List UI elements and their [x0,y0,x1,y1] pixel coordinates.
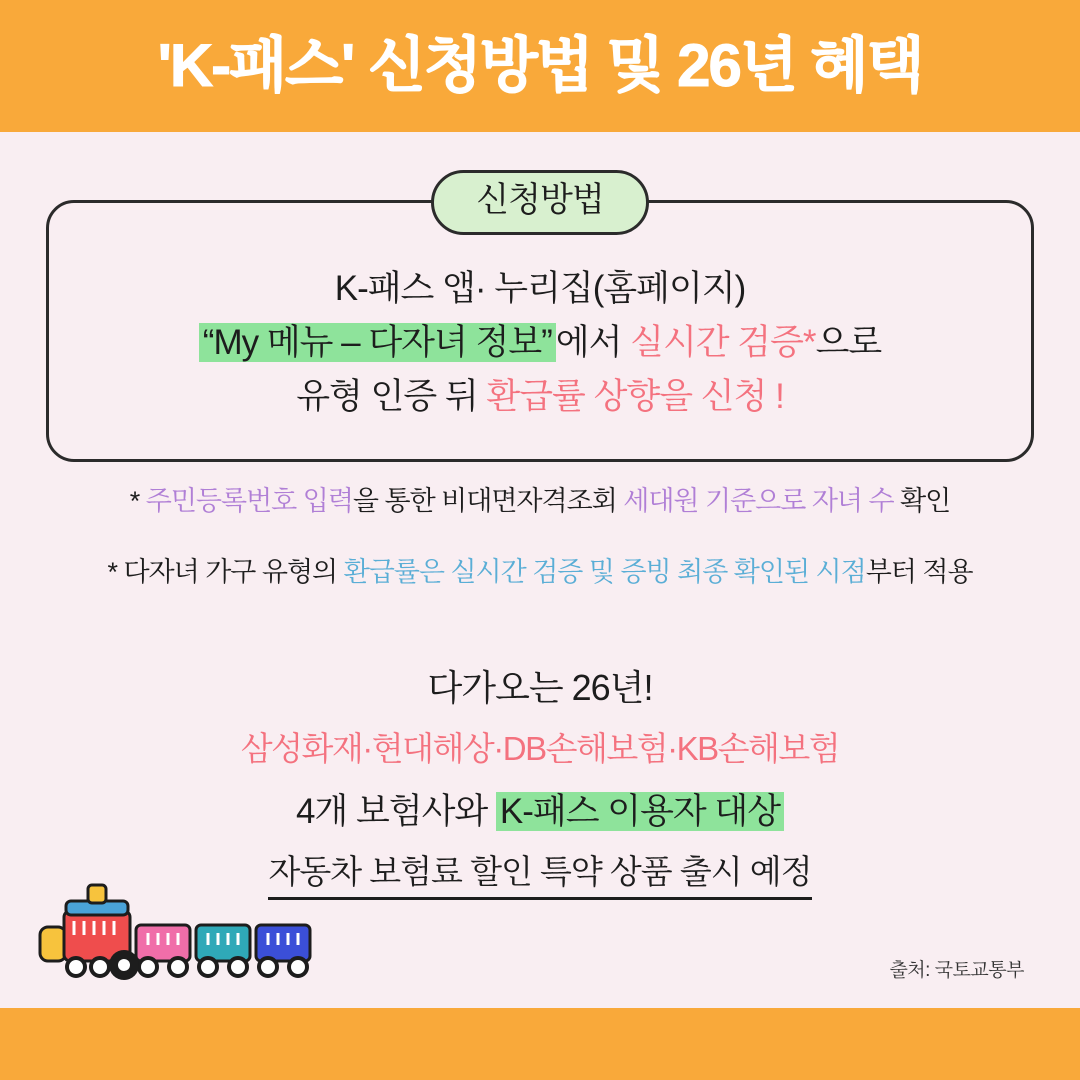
method-line-3 [296,370,784,424]
method-menu-highlight: “My 메뉴 – 다자녀 정보” [199,323,556,362]
note-1-seg-4: 확인 [900,486,951,516]
benefit-line-3-start: 4개 보험사와 [295,792,496,831]
header-bar [0,0,1080,132]
source-credit: 출처: 국토교통부 [889,960,1024,981]
method-refund-raise: 환급률 상향을 신청 ! [486,377,784,417]
footer-bar [0,1008,1080,1080]
method-line-2-mid: 에서 [555,322,631,362]
note-item [46,555,1034,590]
method-box [46,200,1034,462]
note-2-mark: * [107,557,124,588]
method-realtime-verify: 실시간 검증* [630,322,816,362]
note-2-seg-1: 다자녀 가구 유형의 [123,557,344,588]
note-1-seg-3: 세대원 기준으로 자녀 수 [623,486,901,516]
section-badge: 신청방법 [431,170,648,235]
note-1-mark: * [129,486,146,516]
note-2-seg-2: 환급률은 [343,557,451,588]
kpass-user-highlight: K-패스 이용자 대상 [496,792,784,831]
benefit-line-1: 다가오는 26년! [427,667,653,708]
toy-train-icon [36,877,336,1002]
benefit-group [46,660,1034,900]
method-line-2 [199,316,881,370]
note-2-seg-4: 부터 적용 [865,557,973,588]
benefit-line-3 [46,784,1034,834]
benefit-line-4: 자동차 보험료 할인 특약 상품 출시 예정 [268,846,811,900]
content-area [0,132,1080,1008]
method-line-2-end: 으로 [815,322,882,362]
notes-group [46,484,1034,626]
method-line-1: K-패스 앱· 누리집(홈페이지) [334,268,746,308]
note-1-seg-2: 을 통한 비대면자격조회 [352,486,624,516]
page-title: 'K-패스' 신청방법 및 26년 혜택 [157,32,923,99]
note-1-seg-1: 주민등록번호 입력 [145,486,353,516]
note-item [46,484,1034,519]
note-2-seg-3: 실시간 검증 및 증빙 최종 확인된 시점 [450,557,866,588]
badge-container [0,170,1080,235]
method-line-3-start: 유형 인증 뒤 [296,377,487,417]
insurer-list: 삼성화재·현대해상·DB손해보험·KB손해보험 [240,730,840,767]
